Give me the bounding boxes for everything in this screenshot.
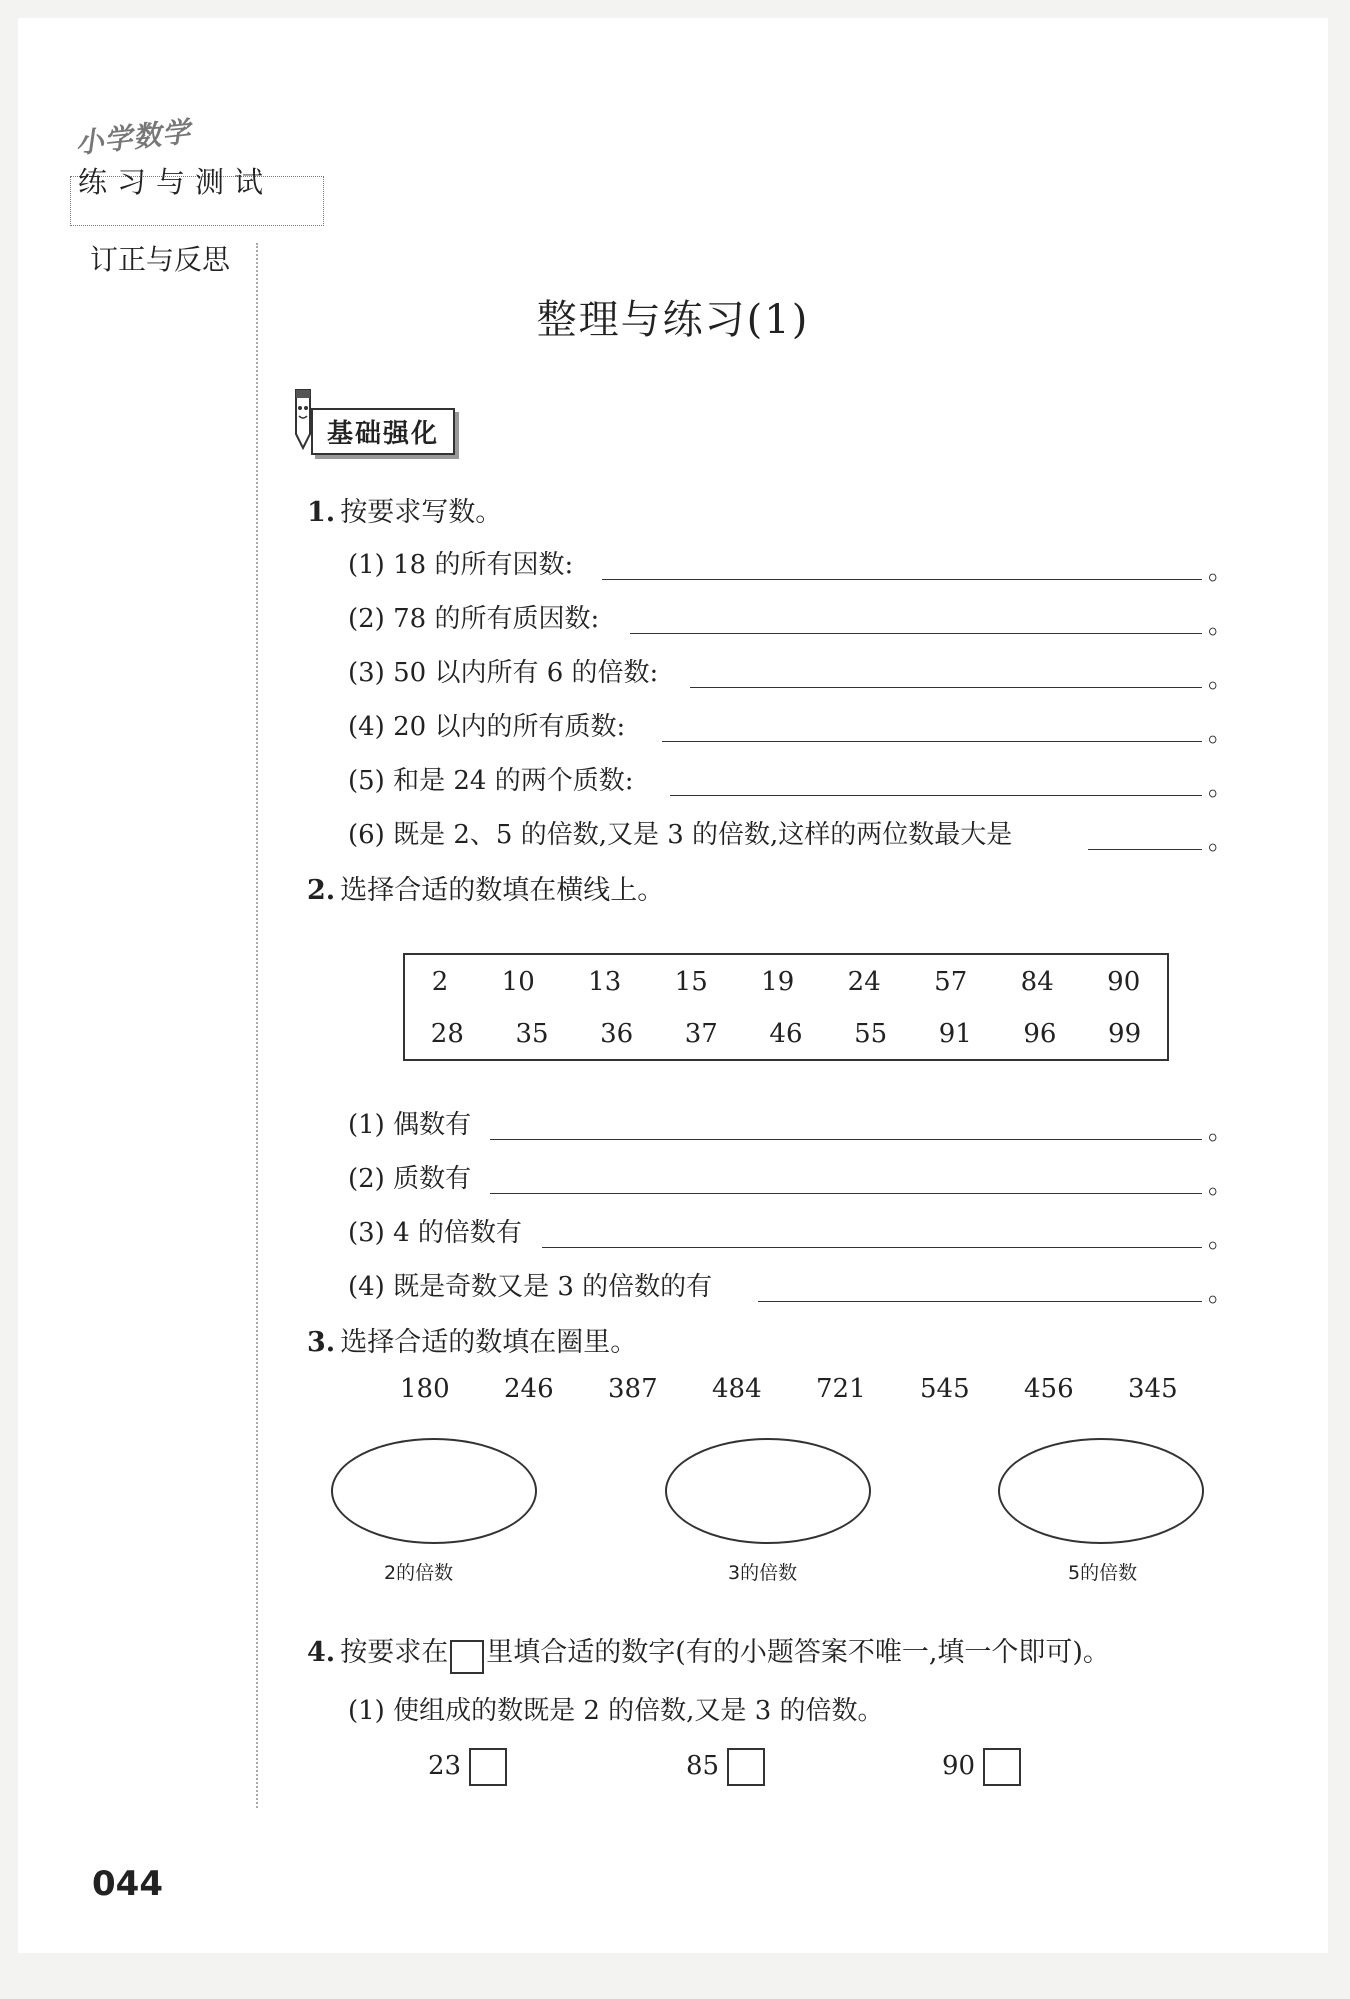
- table-cell: 28: [430, 1019, 464, 1049]
- candidate-number: 345: [1128, 1374, 1178, 1404]
- candidate-number: 484: [712, 1374, 762, 1404]
- question-text: 选择合适的数填在圈里。: [340, 1327, 638, 1358]
- margin-divider: [256, 243, 258, 1808]
- q1-item-1: (1) 18 的所有因数:: [348, 550, 574, 580]
- q1-item-6: (6) 既是 2、5 的倍数,又是 3 的倍数,这样的两位数最大是: [348, 820, 1013, 850]
- table-cell: 91: [938, 1019, 972, 1049]
- period: 。: [1208, 1170, 1235, 1200]
- period: 。: [1208, 1224, 1235, 1254]
- answer-line[interactable]: [1088, 849, 1202, 850]
- example-blank-box: [450, 1640, 484, 1674]
- period: 。: [1208, 718, 1235, 748]
- table-row: [405, 1019, 1167, 1049]
- number-prefix: 85: [686, 1751, 720, 1781]
- brand-logo: 小学数学: [73, 115, 193, 160]
- series-title: 练习与测试: [78, 165, 274, 199]
- digit-fill-item: [428, 1748, 507, 1786]
- table-cell: 90: [1107, 967, 1141, 997]
- q1-item-3: (3) 50 以内所有 6 的倍数:: [348, 658, 659, 688]
- table-cell: 24: [847, 967, 881, 997]
- candidate-number: 456: [1024, 1374, 1074, 1404]
- answer-line[interactable]: [662, 741, 1202, 742]
- q4-sub-1: (1) 使组成的数既是 2 的倍数,又是 3 的倍数。: [348, 1696, 884, 1726]
- number-prefix: 23: [428, 1751, 462, 1781]
- answer-circle-2[interactable]: [331, 1438, 537, 1544]
- table-cell: 2: [431, 967, 449, 997]
- q2-item-1: (1) 偶数有: [348, 1110, 472, 1140]
- table-cell: 35: [515, 1019, 549, 1049]
- digit-input-box[interactable]: [727, 1748, 765, 1786]
- question-number: 2.: [307, 875, 336, 906]
- answer-line[interactable]: [690, 687, 1202, 688]
- worksheet-page: [18, 18, 1328, 1953]
- number-prefix: 90: [942, 1751, 976, 1781]
- period: 。: [1208, 610, 1235, 640]
- table-cell: 15: [674, 967, 708, 997]
- circle-label: 2的倍数: [384, 1562, 454, 1584]
- q1-item-5: (5) 和是 24 的两个质数:: [348, 766, 634, 796]
- q2-item-4: (4) 既是奇数又是 3 的倍数的有: [348, 1272, 713, 1302]
- question-4: [307, 1630, 1110, 1674]
- question-3: [307, 1320, 637, 1359]
- answer-circle-3[interactable]: [665, 1438, 871, 1544]
- digit-fill-item: [942, 1748, 1021, 1786]
- question-text: 按要求写数。: [340, 497, 503, 528]
- circle-label: 5的倍数: [1068, 1562, 1138, 1584]
- correction-column-label: 订正与反思: [90, 243, 231, 276]
- question-number: 4.: [307, 1637, 336, 1668]
- question-number: 1.: [307, 497, 336, 528]
- table-cell: 46: [769, 1019, 803, 1049]
- answer-line[interactable]: [542, 1247, 1202, 1248]
- page-number: 044: [92, 1864, 163, 1904]
- table-cell: 36: [600, 1019, 634, 1049]
- answer-line[interactable]: [602, 579, 1202, 580]
- number-table: [403, 953, 1169, 1061]
- period: 。: [1208, 664, 1235, 694]
- q1-item-4: (4) 20 以内的所有质数:: [348, 712, 626, 742]
- section-badge: 基础强化: [311, 408, 455, 455]
- digit-input-box[interactable]: [469, 1748, 507, 1786]
- digit-fill-item: [686, 1748, 765, 1786]
- table-cell: 37: [684, 1019, 718, 1049]
- answer-line[interactable]: [490, 1139, 1202, 1140]
- table-cell: 55: [854, 1019, 888, 1049]
- circle-label: 3的倍数: [728, 1562, 798, 1584]
- table-cell: 13: [588, 967, 622, 997]
- table-cell: 96: [1023, 1019, 1057, 1049]
- table-cell: 84: [1020, 967, 1054, 997]
- candidate-number: 387: [608, 1374, 658, 1404]
- table-cell: 99: [1108, 1019, 1142, 1049]
- digit-input-box[interactable]: [983, 1748, 1021, 1786]
- period: 。: [1208, 772, 1235, 802]
- answer-circle-5[interactable]: [998, 1438, 1204, 1544]
- candidate-number: 246: [504, 1374, 554, 1404]
- table-row: [405, 967, 1167, 997]
- question-text: 按要求在: [340, 1637, 449, 1668]
- table-cell: 10: [501, 967, 535, 997]
- question-2: [307, 868, 664, 907]
- period: 。: [1208, 1116, 1235, 1146]
- candidate-number: 545: [920, 1374, 970, 1404]
- table-cell: 19: [761, 967, 795, 997]
- table-cell: 57: [934, 967, 968, 997]
- answer-line[interactable]: [490, 1193, 1202, 1194]
- q2-item-3: (3) 4 的倍数有: [348, 1218, 522, 1248]
- q2-item-2: (2) 质数有: [348, 1164, 472, 1194]
- answer-line[interactable]: [630, 633, 1202, 634]
- period: 。: [1208, 556, 1235, 586]
- q1-item-2: (2) 78 的所有质因数:: [348, 604, 600, 634]
- period: 。: [1208, 826, 1235, 856]
- question-text: 选择合适的数填在横线上。: [340, 875, 665, 906]
- question-number: 3.: [307, 1327, 336, 1358]
- page-title: 整理与练习(1): [536, 297, 810, 343]
- candidate-number: 180: [400, 1374, 450, 1404]
- period: 。: [1208, 1278, 1235, 1308]
- answer-line[interactable]: [670, 795, 1202, 796]
- candidate-number: 721: [816, 1374, 866, 1404]
- question-text: 里填合适的数字(有的小题答案不唯一,填一个即可)。: [486, 1637, 1110, 1668]
- question-1: [307, 490, 502, 529]
- answer-line[interactable]: [758, 1301, 1202, 1302]
